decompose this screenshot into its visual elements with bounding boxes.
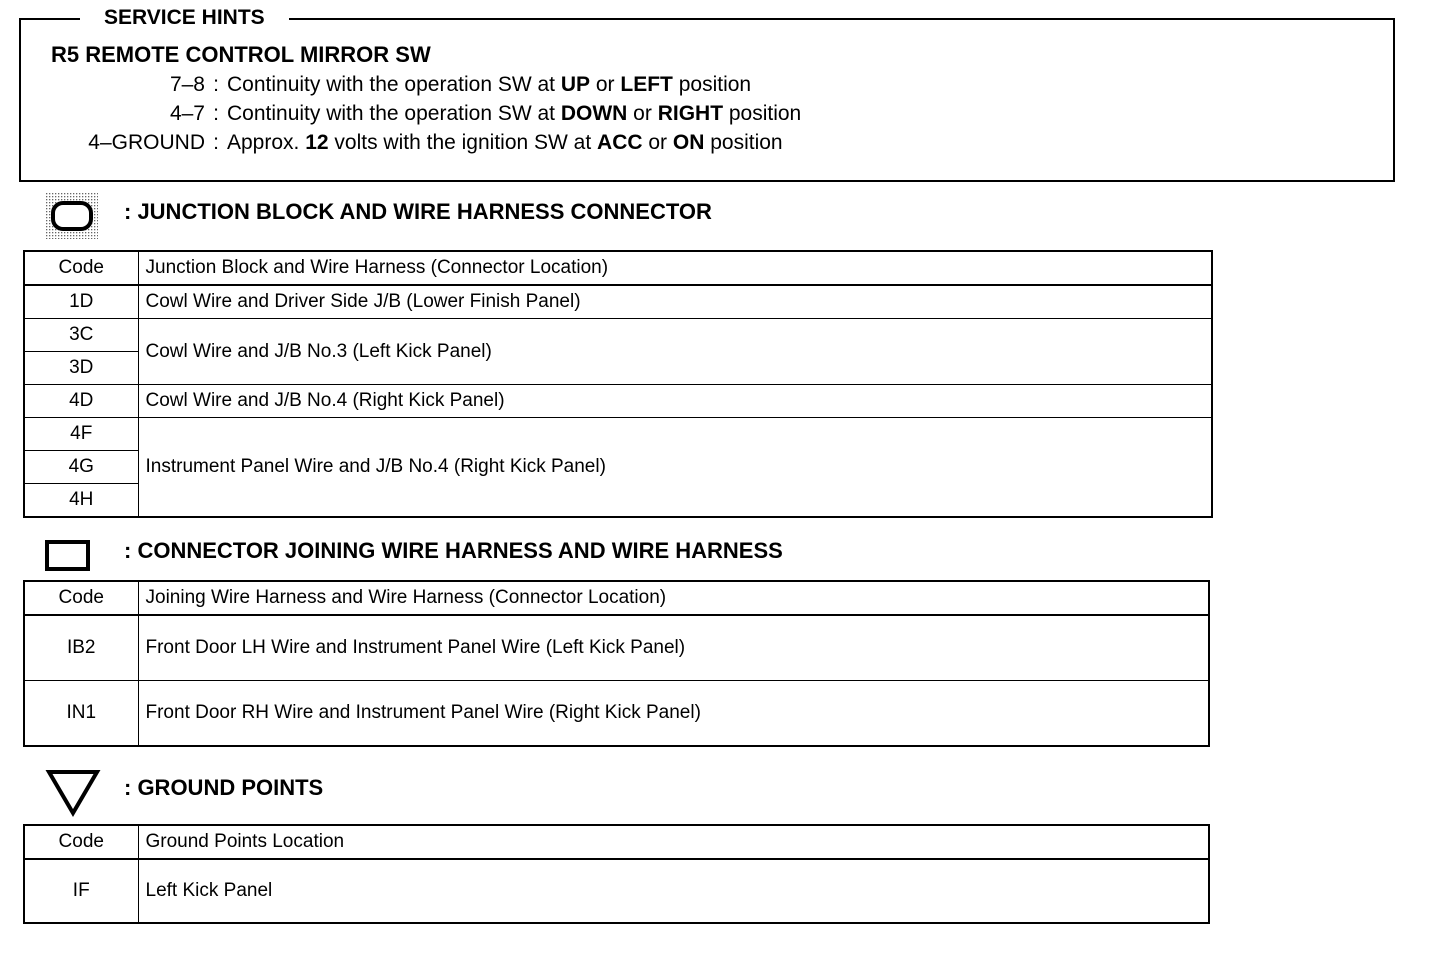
service-hint-row xyxy=(0,130,783,156)
hint-text-part: volts with the ignition SW at xyxy=(328,131,598,154)
hint-emphasis: UP xyxy=(560,73,591,96)
junction-table xyxy=(23,250,1213,518)
hint-separator: : xyxy=(213,102,219,125)
hint-terminals: 4–7 xyxy=(169,102,205,125)
code-cell: 1D xyxy=(24,285,138,319)
hint-terminals: 7–8 xyxy=(169,73,205,96)
table-row xyxy=(24,418,1212,451)
hint-emphasis: DOWN xyxy=(560,102,628,125)
code-cell: IB2 xyxy=(24,615,138,681)
hint-text-part: or xyxy=(627,102,658,125)
ground-table xyxy=(23,824,1210,924)
service-hint-row xyxy=(0,101,801,127)
location-cell: Left Kick Panel xyxy=(138,859,1209,923)
hint-text-part: position xyxy=(672,73,752,96)
table-header-row xyxy=(24,825,1209,859)
junction-section-title: : JUNCTION BLOCK AND WIRE HARNESS CONNECTOR xyxy=(124,199,712,224)
table-row xyxy=(24,319,1212,352)
code-cell: IN1 xyxy=(24,681,138,747)
hint-emphasis: ON xyxy=(672,131,705,154)
location-cell: Instrument Panel Wire and J/B No.4 (Right Kick Panel) xyxy=(138,418,1212,518)
location-cell: Front Door RH Wire and Instrument Panel Wire (Right Kick Panel) xyxy=(138,681,1209,747)
table-row xyxy=(24,681,1209,747)
connector-section-title: : CONNECTOR JOINING WIRE HARNESS AND WIRE HARNESS xyxy=(124,538,783,563)
code-cell: 4G xyxy=(24,451,138,484)
hint-condition xyxy=(227,73,751,96)
location-cell: Cowl Wire and J/B No.4 (Right Kick Panel) xyxy=(138,385,1212,418)
hint-text-part: or xyxy=(642,131,673,154)
connector-symbol-icon xyxy=(45,540,91,572)
hint-condition xyxy=(227,131,783,154)
code-cell: 3D xyxy=(24,352,138,385)
column-header-location: Junction Block and Wire Harness (Connector Location) xyxy=(138,251,1212,285)
code-cell: 4F xyxy=(24,418,138,451)
location-cell: Cowl Wire and Driver Side J/B (Lower Finish Panel) xyxy=(138,285,1212,319)
junction-block-symbol-icon xyxy=(46,193,98,239)
hint-emphasis: RIGHT xyxy=(657,102,724,125)
hint-text-part: Approx. xyxy=(227,131,306,154)
code-cell: 4D xyxy=(24,385,138,418)
connector-table xyxy=(23,580,1210,747)
hint-text-part: Continuity with the operation SW at xyxy=(227,73,561,96)
location-cell: Cowl Wire and J/B No.3 (Left Kick Panel) xyxy=(138,319,1212,385)
column-header-location: Joining Wire Harness and Wire Harness (Connector Location) xyxy=(138,581,1209,615)
hint-text-part: position xyxy=(723,102,802,125)
ground-section-title: : GROUND POINTS xyxy=(124,775,324,800)
hint-separator: : xyxy=(213,131,219,154)
hint-text-part: or xyxy=(590,73,621,96)
hint-separator: : xyxy=(213,73,219,96)
ground-triangle-icon xyxy=(45,768,101,818)
column-header-code: Code xyxy=(24,825,138,859)
hint-emphasis: 12 xyxy=(305,131,329,154)
table-row xyxy=(24,859,1209,923)
code-cell: 4H xyxy=(24,484,138,518)
column-header-code: Code xyxy=(24,251,138,285)
hint-text-part: Continuity with the operation SW at xyxy=(227,102,561,125)
table-row xyxy=(24,285,1212,319)
hint-emphasis: LEFT xyxy=(620,73,673,96)
column-header-location: Ground Points Location xyxy=(138,825,1209,859)
table-row xyxy=(24,385,1212,418)
service-hints-component: R5 REMOTE CONTROL MIRROR SW xyxy=(51,42,431,67)
table-header-row xyxy=(24,581,1209,615)
column-header-code: Code xyxy=(24,581,138,615)
hint-text-part: position xyxy=(704,131,783,154)
location-cell: Front Door LH Wire and Instrument Panel Wire (Left Kick Panel) xyxy=(138,615,1209,681)
table-header-row xyxy=(24,251,1212,285)
service-hint-row xyxy=(0,72,751,98)
table-row xyxy=(24,615,1209,681)
code-cell: 3C xyxy=(24,319,138,352)
hint-emphasis: ACC xyxy=(597,131,643,154)
hint-condition xyxy=(227,102,801,125)
hint-terminals: 4–GROUND xyxy=(88,131,205,154)
code-cell: IF xyxy=(24,859,138,923)
service-hints-title: SERVICE HINTS xyxy=(80,6,289,30)
